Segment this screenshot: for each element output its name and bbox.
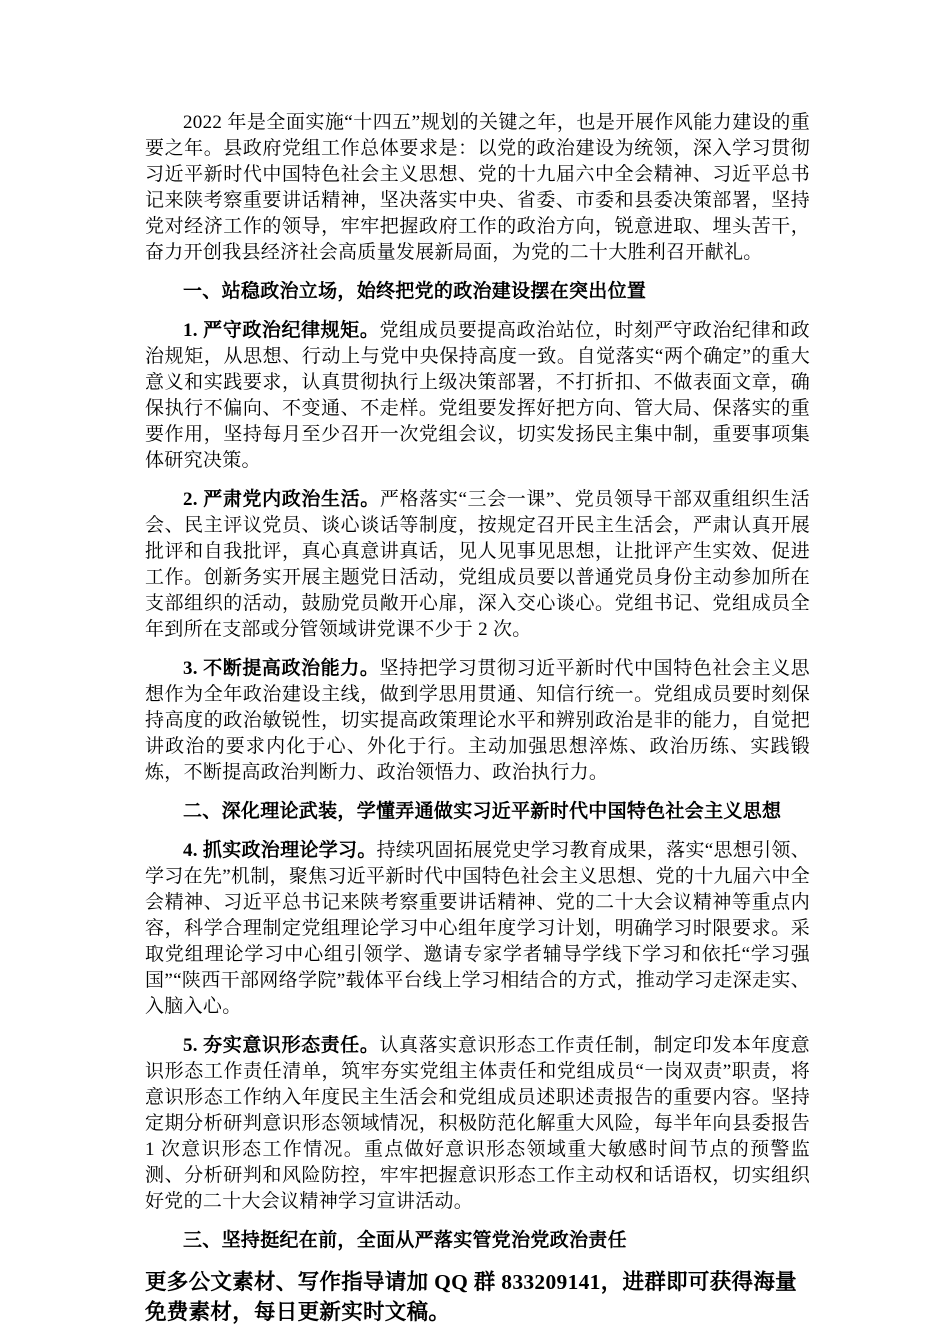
numbered-item-5: [145, 1033, 810, 1215]
numbered-item-5-lead: 5. 夯实意识形态责任。: [183, 1035, 380, 1056]
numbered-item-2-text: 严格落实“三会一课”、党员领导干部双重组织生活会、民主评议党员、谈心谈话等制度，按规定召开民主生活会，严肃认真开展批评和自我批评，真心真意讲真话，见人见事见思想，让批评产生实效、促进工作。创新务实开展主题党日活动，党组成员要以普通党员身份主动参加所在支部组织的活动，鼓励党员敞开心扉，深入交心谈心。党组书记、党组成员全年到所在支部或分管领域讲党课不少于 2 次。: [145, 489, 810, 640]
numbered-item-1: [145, 318, 810, 474]
promo-note: 更多公文素材、写作指导请加 QQ 群 833209141，进群即可获得海量免费素材，每日更新实时文稿。: [145, 1270, 797, 1324]
numbered-item-3: [145, 656, 810, 786]
numbered-item-3-text: 坚持把学习贯彻习近平新时代中国特色社会主义思想作为全年政治建设主线，做到学思用贯通、知信行统一。党组成员要时刻保持高度的政治敏锐性，切实提高政策理论水平和辨别政治是非的能力，自觉把讲政治的要求内化于心、外化于行。主动加强思想淬炼、政治历练、实践锻炼，不断提高政治判断力、政治领悟力、政治执行力。: [145, 658, 810, 783]
numbered-item-1-lead: 1. 严守政治纪律规矩。: [183, 320, 380, 341]
numbered-item-3-lead: 3. 不断提高政治能力。: [183, 658, 380, 679]
section-heading-1: 一、站稳政治立场，始终把党的政治建设摆在突出位置: [183, 281, 647, 302]
numbered-item-1-text: 党组成员要提高政治站位，时刻严守政治纪律和政治规矩，从思想、行动上与党中央保持高度一致。自觉落实“两个确定”的重大意义和实践要求，认真贯彻执行上级决策部署，不打折扣、不做表面文章，确保执行不偏向、不变通、不走样。党组要发挥好把方向、管大局、保落实的重要作用，坚持每月至少召开一次党组会议，切实发扬民主集中制，重要事项集体研究决策。: [145, 320, 810, 471]
intro-paragraph: 2022 年是全面实施“十四五”规划的关键之年，也是开展作风能力建设的重要之年。县政府党组工作总体要求是：以党的政治建设为统领，深入学习贯彻习近平新时代中国特色社会主义思想、党的十九届六中全会精神、习近平总书记来陕考察重要讲话精神，坚决落实中央、省委、市委和县委决策部署，坚持党对经济工作的领导，牢牢把握政府工作的政治方向，锐意进取、埋头苦干，奋力开创我县经济社会高质量发展新局面，为党的二十大胜利召开献礼。: [145, 112, 810, 263]
numbered-item-4-text: 持续巩固拓展党史学习教育成果，落实“思想引领、学习在先”机制，聚焦习近平新时代中国特色社会主义思想、党的十九届六中全会精神、习近平总书记来陕考察重要讲话精神、党的二十大会议精神等重点内容，科学合理制定党组理论学习中心组年度学习计划，明确学习时限要求。采取党组理论学习中心组引领学、邀请专家学者辅导学线下学习和依托“学习强国”“陕西干部网络学院”载体平台线上学习相结合的方式，推动学习走深走实、入脑入心。: [145, 840, 810, 1017]
section-heading-2: 二、深化理论武装，学懂弄通做实习近平新时代中国特色社会主义思想: [183, 801, 782, 822]
numbered-item-5-text: 认真落实意识形态工作责任制，制定印发本年度意识形态工作责任清单，筑牢夯实党组主体责任和党组成员“一岗双责”职责，将意识形态工作纳入年度民主生活会和党组成员述职述责报告的重要内容。坚持定期分析研判意识形态领域情况，积极防范化解重大风险，每半年向县委报告 1 次意识形态工作情况。重点做好意识形态领域重大敏感时间节点的预警监测、分析研判和风险防控，牢牢把握意识形态工作主动权和话语权，切实组织好党的二十大会议精神学习宣讲活动。: [145, 1035, 810, 1212]
numbered-item-2-lead: 2. 严肃党内政治生活。: [183, 489, 380, 510]
numbered-item-4: [145, 838, 810, 1020]
section-heading-3: 三、坚持挺纪在前，全面从严落实管党治党政治责任: [183, 1230, 627, 1251]
numbered-item-4-lead: 4. 抓实政治理论学习。: [183, 840, 377, 861]
numbered-item-2: [145, 487, 810, 643]
